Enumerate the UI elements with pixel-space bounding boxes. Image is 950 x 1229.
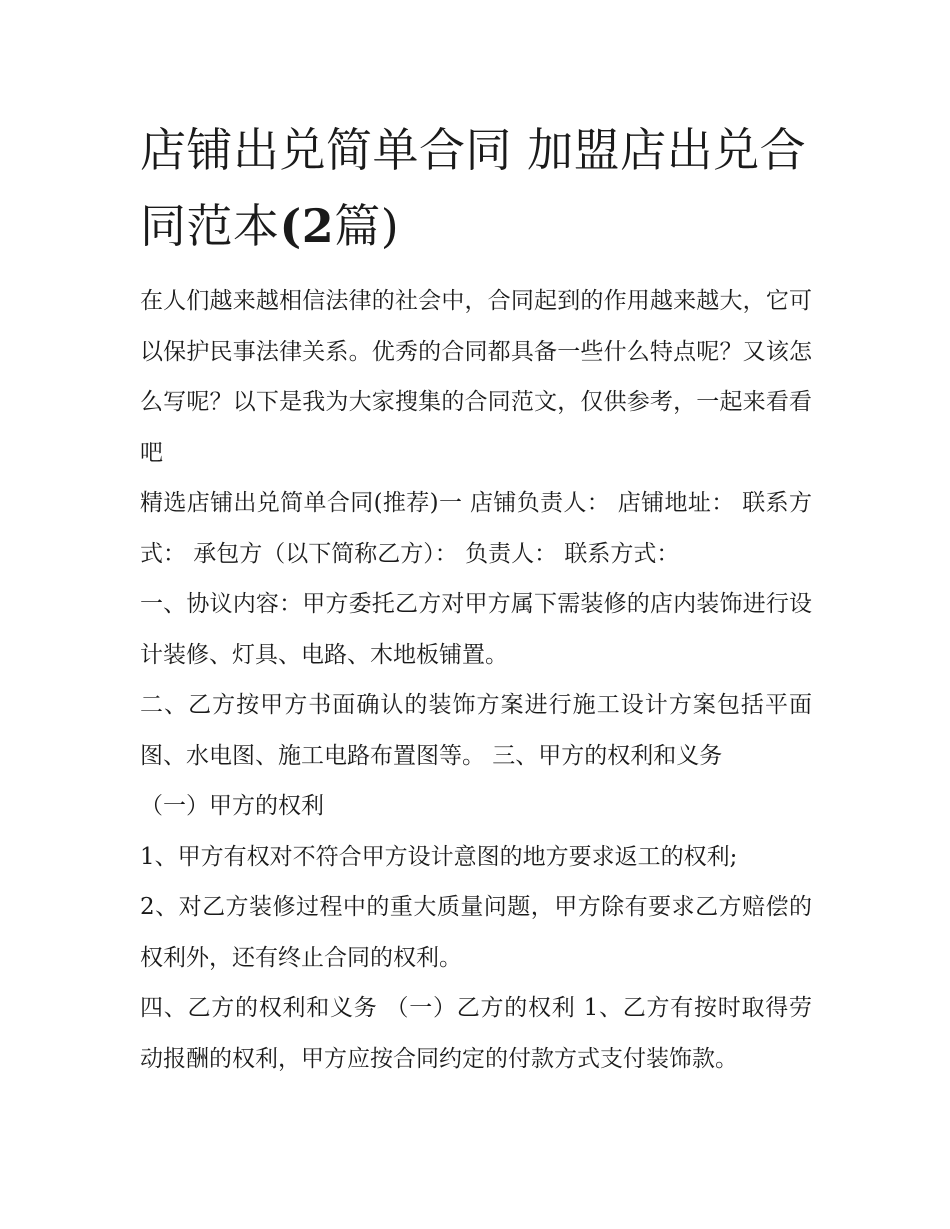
title-text: 店铺出兑简单合同 加盟店出兑合同范本 bbox=[140, 123, 807, 253]
contract-parties-paragraph: 精选店铺出兑简单合同(推荐)一 店铺负责人： 店铺地址： 联系方式： 承包方（以下简称乙方）： 负责人： 联系方式： bbox=[140, 490, 812, 567]
party-a-rights-heading: （一）甲方的权利 bbox=[140, 793, 324, 819]
title-count: (2 bbox=[279, 199, 335, 253]
party-a-right-1: 1、甲方有权对不符合甲方设计意图的地方要求返工的权利; bbox=[140, 843, 738, 870]
title-suffix: 篇) bbox=[334, 199, 400, 253]
party-a-right-2: 2、对乙方装修过程中的重大质量问题，甲方除有要求乙方赔偿的权利外，还有终止合同的权利。 bbox=[140, 894, 812, 971]
document-page bbox=[140, 112, 820, 1084]
clause-four-paragraph: 四、乙方的权利和义务 （一）乙方的权利 1、乙方有按时取得劳动报酬的权利，甲方应按合同约定的付款方式支付装饰款。 bbox=[140, 995, 812, 1072]
document-body bbox=[140, 276, 820, 1084]
document-title bbox=[140, 112, 820, 264]
clause-one-paragraph: 一、协议内容：甲方委托乙方对甲方属下需装修的店内装饰进行设计装修、灯具、电路、木地板铺置。 bbox=[140, 591, 812, 668]
clause-two-paragraph: 二、乙方按甲方书面确认的装饰方案进行施工设计方案包括平面图、水电图、施工电路布置图等。 三、甲方的权利和义务 bbox=[140, 692, 812, 769]
intro-paragraph: 在人们越来越相信法律的社会中，合同起到的作用越来越大，它可以保护民事法律关系。优秀的合同都具备一些什么特点呢？又该怎么写呢？以下是我为大家搜集的合同范文，仅供参考，一起来看看吧 bbox=[140, 288, 812, 466]
